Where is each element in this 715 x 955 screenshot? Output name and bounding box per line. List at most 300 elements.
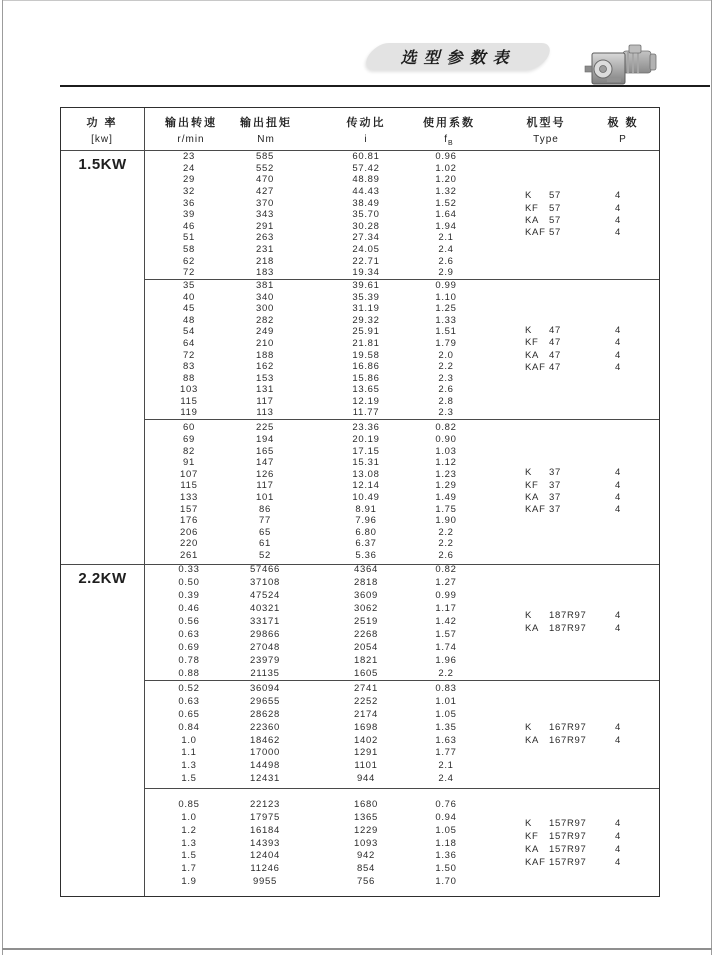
nm-value: 12431 (250, 773, 280, 785)
rmin-value: 0.63 (178, 695, 200, 707)
i-value: 2818 (354, 577, 378, 589)
poles-value: 4 (615, 492, 621, 503)
i-value: 31.19 (352, 303, 380, 315)
fb-value: 1.36 (435, 850, 457, 862)
rmin-value: 0.63 (178, 628, 200, 640)
rmin-value: 0.46 (178, 603, 200, 615)
i-value: 5.36 (355, 549, 377, 561)
rmin-value: 91 (183, 457, 195, 469)
type-row (456, 857, 659, 870)
fb-column (436, 422, 456, 561)
nm-value: 65 (259, 526, 271, 538)
fb-value: 1.01 (435, 695, 457, 707)
type-row (456, 467, 659, 479)
header-rule (60, 85, 710, 87)
type-size: 57 (549, 190, 561, 202)
fb-value: 0.94 (435, 811, 457, 823)
nm-value: 14498 (250, 760, 280, 772)
col-header-ratio-zh: 传动比 (346, 117, 386, 129)
rmin-value: 45 (183, 303, 195, 315)
i-value: 1101 (354, 760, 378, 772)
nm-value: 22360 (250, 721, 280, 733)
ratio-block (144, 419, 659, 564)
rmin-value: 1.2 (181, 824, 197, 836)
fb-value: 1.64 (435, 209, 457, 221)
i-value: 48.89 (352, 174, 380, 186)
i-value: 20.19 (352, 434, 380, 446)
fb-value: 0.82 (435, 564, 457, 576)
type-size: 47 (549, 361, 561, 373)
i-value: 1821 (354, 654, 378, 666)
col-header-power-zh: 功 率 (86, 117, 118, 129)
fb-value: 0.99 (435, 590, 457, 602)
type-size: 167R97 (549, 734, 587, 746)
selection-table (60, 107, 660, 897)
col-header-torque-zh: 输出扭矩 (240, 117, 292, 129)
i-value: 756 (357, 876, 375, 888)
rmin-value: 23 (183, 151, 195, 163)
i-value: 17.15 (352, 445, 380, 457)
type-size: 157R97 (549, 831, 587, 843)
nm-value: 225 (256, 422, 274, 434)
nm-value: 52 (259, 549, 271, 561)
col-header-type (527, 114, 566, 145)
nm-value: 131 (256, 384, 274, 396)
nm-value: 18462 (250, 734, 280, 746)
col-header-factor-en: $f_B$ (444, 134, 454, 147)
fb-value: 1.02 (435, 162, 457, 174)
type-row (456, 623, 659, 636)
i-column (296, 799, 436, 889)
rmin-value: 220 (180, 538, 198, 550)
type-code: KF (525, 337, 539, 349)
nm-value: 210 (256, 337, 274, 349)
nm-value: 40321 (250, 603, 280, 615)
fb-value: 1.27 (435, 577, 457, 589)
type-code: KA (525, 622, 540, 634)
fb-value: 1.05 (435, 708, 457, 720)
nm-value: 188 (256, 349, 274, 361)
nm-value: 381 (256, 279, 274, 291)
col-header-service-factor (423, 114, 475, 147)
nm-value: 29866 (250, 628, 280, 640)
type-code: KAF (525, 504, 546, 516)
fb-value: 2.6 (438, 549, 454, 561)
rmin-value: 1.0 (181, 734, 197, 746)
type-row (456, 610, 659, 623)
i-value: 12.14 (352, 480, 380, 492)
type-code: K (525, 190, 533, 202)
nm-value: 263 (256, 232, 274, 244)
nm-value: 36094 (250, 682, 280, 694)
type-code: KA (525, 215, 540, 226)
type-row (456, 480, 659, 492)
type-poles-column (456, 564, 659, 680)
i-value: 1093 (354, 837, 378, 849)
i-column (296, 280, 436, 419)
rmin-value: 0.39 (178, 590, 200, 602)
i-value: 2054 (354, 641, 378, 653)
poles-value: 4 (615, 337, 621, 349)
page-border-left (2, 0, 3, 955)
fb-value: 1.51 (435, 326, 457, 338)
poles-value: 4 (615, 622, 621, 634)
nm-value: 86 (259, 503, 271, 515)
type-code: K (525, 818, 533, 830)
fb-value: 1.12 (435, 457, 457, 469)
page-border-bottom (2, 948, 712, 950)
i-value: 35.70 (352, 209, 380, 221)
col-header-ratio-en: i (364, 134, 368, 145)
fb-value: 1.35 (435, 721, 457, 733)
rmin-value: 83 (183, 361, 195, 373)
ratio-block (144, 788, 659, 899)
i-value: 44.43 (352, 186, 380, 198)
nm-value: 33171 (250, 616, 280, 628)
type-poles-column (456, 799, 659, 889)
nm-value: 340 (256, 291, 274, 303)
rmin-value: 29 (183, 174, 195, 186)
nm-value: 11246 (250, 863, 280, 875)
rmin-value: 1.5 (181, 850, 197, 862)
i-value: 6.37 (355, 538, 377, 550)
i-value: 1229 (354, 824, 378, 836)
nm-value: 29655 (250, 695, 280, 707)
table-section (61, 564, 659, 899)
i-value: 1402 (354, 734, 378, 746)
poles-value: 4 (615, 504, 621, 516)
col-header-speed-en: r/min (177, 134, 205, 145)
fb-value: 0.82 (435, 422, 457, 434)
ratio-block (144, 151, 659, 279)
nm-value: 117 (256, 480, 274, 492)
i-value: 29.32 (352, 314, 380, 326)
col-header-power-en: [kw] (91, 134, 113, 145)
rmin-value: 64 (183, 337, 195, 349)
poles-value: 4 (615, 324, 621, 336)
poles-value: 4 (615, 734, 621, 746)
type-size: 57 (549, 215, 561, 226)
rmin-value: 35 (183, 279, 195, 291)
power-label: 2.2KW (78, 570, 127, 587)
fb-value: 2.2 (438, 667, 454, 679)
i-value: 3609 (354, 590, 378, 602)
ratio-blocks (144, 151, 659, 564)
fb-value: 1.05 (435, 824, 457, 836)
type-row (456, 337, 659, 349)
type-code: K (525, 609, 533, 621)
fb-value: 1.63 (435, 734, 457, 746)
nm-column (234, 422, 296, 561)
type-size: 37 (549, 479, 561, 491)
fb-value: 0.99 (435, 279, 457, 291)
fb-column (436, 564, 456, 680)
fb-value: 2.1 (438, 760, 454, 772)
rmin-value: 54 (183, 326, 195, 338)
rmin-value: 1.3 (181, 837, 197, 849)
fb-value: 1.52 (435, 197, 457, 209)
nm-value: 153 (256, 372, 274, 384)
nm-value: 218 (256, 255, 274, 267)
poles-value: 4 (615, 844, 621, 855)
power-column-divider (144, 108, 145, 896)
fb-column (436, 799, 456, 889)
type-size: 57 (549, 227, 561, 239)
col-header-torque-en: Nm (257, 134, 275, 145)
fb-value: 1.90 (435, 515, 457, 527)
rmin-value: 0.50 (178, 577, 200, 589)
rmin-column (144, 799, 234, 889)
power-gutter (61, 565, 144, 899)
rmin-value: 157 (180, 503, 198, 515)
nm-value: 37108 (250, 577, 280, 589)
type-row (456, 722, 659, 735)
rmin-value: 51 (183, 232, 195, 244)
type-row (456, 190, 659, 202)
i-value: 2268 (354, 628, 378, 640)
i-value: 10.49 (352, 492, 380, 503)
i-column (296, 422, 436, 561)
nm-value: 77 (259, 515, 271, 527)
rmin-value: 1.7 (181, 863, 197, 875)
col-header-power (86, 114, 117, 145)
i-value: 2519 (354, 616, 378, 628)
rmin-value: 133 (180, 492, 198, 503)
rmin-value: 58 (183, 243, 195, 255)
col-header-poles-zh: 极 数 (607, 117, 639, 129)
col-header-torque (240, 114, 292, 145)
type-row (456, 831, 659, 844)
type-size: 167R97 (549, 721, 587, 733)
i-value: 1291 (354, 747, 378, 759)
i-value: 1365 (354, 811, 378, 823)
i-value: 39.61 (352, 279, 380, 291)
rmin-value: 0.88 (178, 667, 200, 679)
i-value: 15.86 (352, 372, 380, 384)
type-code: KA (525, 844, 540, 855)
fb-value: 1.17 (435, 603, 457, 615)
i-value: 2174 (354, 708, 378, 720)
nm-value: 101 (256, 492, 274, 503)
fb-value: 2.3 (438, 407, 454, 419)
i-value: 27.34 (352, 232, 380, 244)
nm-value: 147 (256, 457, 274, 469)
rmin-value: 206 (180, 526, 198, 538)
fb-value: 2.9 (438, 267, 454, 279)
rmin-value: 1.5 (181, 773, 197, 785)
nm-value: 162 (256, 361, 274, 373)
fb-column (436, 280, 456, 419)
rmin-value: 0.69 (178, 641, 200, 653)
i-value: 24.05 (352, 243, 380, 255)
i-value: 1680 (354, 798, 378, 810)
fb-value: 1.10 (435, 291, 457, 303)
i-column (296, 683, 436, 786)
type-size: 187R97 (549, 609, 587, 621)
i-column (296, 151, 436, 279)
fb-value: 1.57 (435, 628, 457, 640)
type-row (456, 818, 659, 831)
rmin-value: 72 (183, 267, 195, 279)
poles-value: 4 (615, 467, 621, 479)
nm-value: 343 (256, 209, 274, 221)
nm-value: 12404 (250, 850, 280, 862)
i-value: 1605 (354, 667, 378, 679)
ratio-block (144, 279, 659, 419)
ratio-block (144, 680, 659, 788)
i-column (296, 564, 436, 680)
rmin-value: 62 (183, 255, 195, 267)
poles-value: 4 (615, 202, 621, 214)
power-label: 1.5KW (78, 156, 127, 173)
rmin-value: 0.52 (178, 682, 200, 694)
nm-value: 17975 (250, 811, 280, 823)
gearmotor-photo-icon (583, 42, 659, 90)
type-row (456, 215, 659, 227)
rmin-value: 88 (183, 372, 195, 384)
nm-value: 113 (256, 407, 274, 419)
poles-value: 4 (615, 215, 621, 226)
nm-column (234, 564, 296, 680)
fb-value: 1.77 (435, 747, 457, 759)
rmin-value: 39 (183, 209, 195, 221)
nm-value: 194 (256, 434, 274, 446)
fb-value: 1.75 (435, 503, 457, 515)
type-size: 37 (549, 504, 561, 516)
poles-value: 4 (615, 190, 621, 202)
nm-column (234, 683, 296, 786)
type-row (456, 325, 659, 337)
i-value: 13.65 (352, 384, 380, 396)
fb-value: 1.03 (435, 445, 457, 457)
i-value: 38.49 (352, 197, 380, 209)
fb-value: 2.2 (438, 361, 454, 373)
nm-value: 28628 (250, 708, 280, 720)
rmin-value: 1.9 (181, 876, 197, 888)
rmin-value: 119 (180, 407, 198, 419)
fb-value: 2.0 (438, 349, 454, 361)
rmin-value: 176 (180, 515, 198, 527)
rmin-value: 0.56 (178, 616, 200, 628)
type-poles-column (456, 280, 659, 419)
i-value: 6.80 (355, 526, 377, 538)
nm-value: 370 (256, 197, 274, 209)
col-header-ratio (347, 114, 386, 145)
rmin-value: 115 (180, 395, 198, 407)
rmin-value: 60 (183, 422, 195, 434)
rmin-column (144, 280, 234, 419)
fb-value: 1.20 (435, 174, 457, 186)
rmin-value: 0.65 (178, 708, 200, 720)
fb-value: 1.42 (435, 616, 457, 628)
col-header-poles (607, 114, 638, 145)
nm-value: 585 (256, 151, 274, 163)
nm-value: 282 (256, 314, 274, 326)
nm-value: 9955 (253, 876, 277, 888)
type-code: KA (525, 734, 540, 746)
poles-value: 4 (615, 831, 621, 843)
nm-value: 21135 (250, 667, 280, 679)
type-size: 157R97 (549, 856, 587, 868)
rmin-value: 0.84 (178, 721, 200, 733)
type-row (456, 203, 659, 215)
fb-value: 2.8 (438, 395, 454, 407)
rmin-value: 261 (180, 549, 198, 561)
fb-value: 1.23 (435, 468, 457, 480)
fb-value: 2.4 (438, 243, 454, 255)
nm-value: 16184 (250, 824, 280, 836)
fb-value: 2.6 (438, 255, 454, 267)
type-code: K (525, 324, 533, 336)
fb-value: 1.18 (435, 837, 457, 849)
i-value: 7.96 (355, 515, 377, 527)
nm-column (234, 799, 296, 889)
fb-value: 1.33 (435, 314, 457, 326)
nm-value: 291 (256, 220, 274, 232)
type-row (456, 492, 659, 504)
poles-value: 4 (615, 609, 621, 621)
col-header-speed-zh: 输出转速 (165, 117, 217, 129)
nm-value: 57466 (250, 564, 280, 576)
i-value: 3062 (354, 603, 378, 615)
i-value: 12.19 (352, 395, 380, 407)
type-row (456, 735, 659, 748)
table-header (61, 108, 659, 151)
i-value: 21.81 (352, 337, 380, 349)
rmin-value: 103 (180, 384, 198, 396)
type-poles-column (456, 151, 659, 279)
type-size: 187R97 (549, 622, 587, 634)
i-value: 60.81 (352, 151, 380, 163)
i-value: 4364 (354, 564, 378, 576)
type-code: K (525, 467, 533, 479)
fb-column (436, 151, 456, 279)
table-body (61, 151, 659, 899)
type-size: 157R97 (549, 844, 587, 855)
rmin-value: 48 (183, 314, 195, 326)
type-size: 47 (549, 337, 561, 349)
power-gutter (61, 151, 144, 564)
nm-value: 126 (256, 468, 274, 480)
i-value: 942 (357, 850, 375, 862)
i-value: 854 (357, 863, 375, 875)
col-header-poles-en: P (619, 134, 627, 145)
fb-value: 2.2 (438, 538, 454, 550)
rmin-column (144, 683, 234, 786)
type-size: 47 (549, 324, 561, 336)
rmin-value: 36 (183, 197, 195, 209)
fb-value: 1.50 (435, 863, 457, 875)
nm-column (234, 151, 296, 279)
rmin-value: 0.78 (178, 654, 200, 666)
i-value: 35.39 (352, 291, 380, 303)
i-value: 1698 (354, 721, 378, 733)
i-value: 944 (357, 773, 375, 785)
type-code: K (525, 721, 533, 733)
poles-value: 4 (615, 361, 621, 373)
rmin-value: 32 (183, 186, 195, 198)
col-header-type-zh: 机型号 (526, 117, 566, 129)
poles-value: 4 (615, 721, 621, 733)
type-row (456, 227, 659, 239)
rmin-column (144, 151, 234, 279)
col-header-type-en: Type (533, 134, 559, 145)
type-code: KAF (525, 856, 546, 868)
fb-value: 1.96 (435, 654, 457, 666)
rmin-value: 0.85 (178, 798, 200, 810)
nm-value: 14393 (250, 837, 280, 849)
type-row (456, 362, 659, 374)
